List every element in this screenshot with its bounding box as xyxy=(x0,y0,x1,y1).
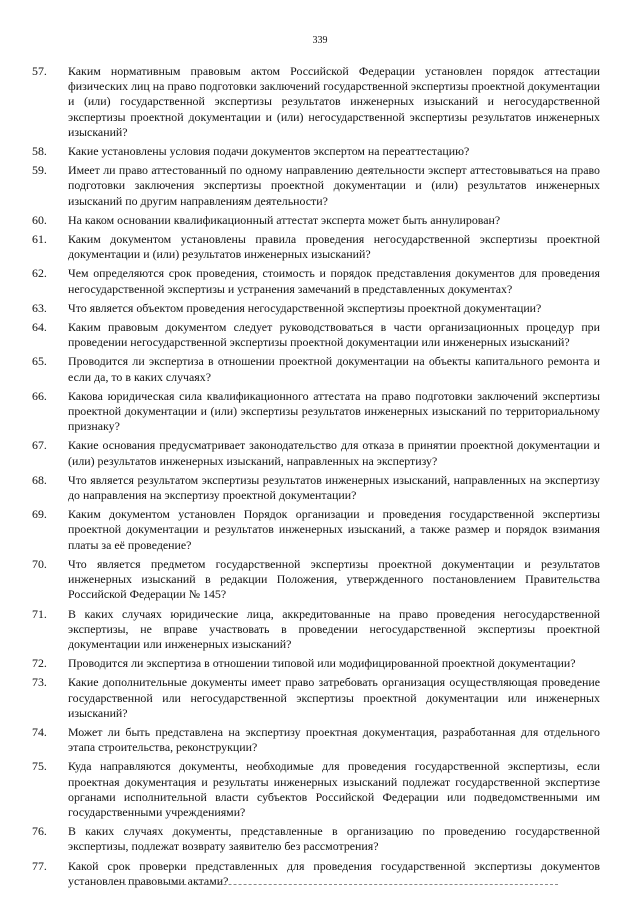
question-number: 65. xyxy=(32,354,47,369)
question-item xyxy=(32,144,600,159)
question-number: 69. xyxy=(32,507,47,522)
question-text: Куда направляются документы, необходимые для проведения государственной экспертизы, если проектная документация и результаты инженерных изысканий подлежат государственной экспертизе органами исполнительной власти субъектов Российской Федерации или подведомственными им государственными учреждениями? xyxy=(68,759,600,819)
question-number: 58. xyxy=(32,144,47,159)
question-text: Каким документом установлен Порядок организации и проведения государственной экспертизы проектной документации и результатов инженерных изысканий, а также размер и порядок взимания платы за её проведение? xyxy=(68,507,600,552)
question-number: 62. xyxy=(32,266,47,281)
question-text: Чем определяются срок проведения, стоимость и порядок представления документов для проведения негосударственной экспертизы и устранения замечаний в представленных документах? xyxy=(68,266,600,296)
question-text: Каким нормативным правовым актом Российской Федерации установлен порядок аттестации физических лиц на право подготовки заключений государственной экспертизы проектной документации и (или) государственной экспертизы результатов инженерных изысканий и негосударственной экспертизы проектной документации и (или) негосударственной экспертизы результатов инженерных изысканий? xyxy=(68,64,600,139)
question-item xyxy=(32,301,600,316)
question-item xyxy=(32,675,600,721)
question-item xyxy=(32,64,600,140)
question-text: Какие основания предусматривает законодательство для отказа в принятии проектной документации и (или) результатов инженерных изысканий, направленных на экспертизу? xyxy=(68,438,600,468)
question-text: Проводится ли экспертиза в отношении проектной документации на объекты капитального ремонта и если да, то в каких случаях? xyxy=(68,354,600,384)
question-item xyxy=(32,473,600,503)
question-item xyxy=(32,824,600,854)
question-item xyxy=(32,656,600,671)
question-number: 75. xyxy=(32,759,47,774)
question-number: 70. xyxy=(32,556,47,571)
question-item xyxy=(32,438,600,468)
question-item xyxy=(32,607,600,653)
question-text: Может ли быть представлена на экспертизу проектная документация, разработанная для отдельного этапа строительства, реконструкции? xyxy=(68,724,600,755)
question-number: 59. xyxy=(32,163,47,178)
question-item xyxy=(32,320,600,350)
question-number: 71. xyxy=(32,606,47,621)
question-item xyxy=(32,213,600,228)
question-text: Каким правовым документом следует руководствоваться в части организационных процедур при проведении негосударственной экспертизы проектной документации или инженерных изысканий? xyxy=(68,320,600,350)
question-number: 74. xyxy=(32,724,47,739)
question-text: Какие дополнительные документы имеет право затребовать организация осуществляющая проведение государственной или негосударственной экспертизы проектной документации или инженерных изысканий? xyxy=(68,675,600,720)
question-text: В каких случаях юридические лица, аккредитованные на право проведения негосударственной экспертизы, не вправе участвовать в проведении негосударственной экспертизы проектной документации или инженерных изысканий? xyxy=(68,606,600,651)
question-number: 66. xyxy=(32,388,47,403)
question-text: Каким документом установлены правила проведения негосударственной экспертизы проектной документации и (или) результатов инженерных изысканий? xyxy=(68,232,600,262)
question-number: 64. xyxy=(32,320,47,335)
question-text: Какова юридическая сила квалификационного аттестата на право подготовки заключений экспертизы проектной документации и (или) экспертизы результатов инженерных изысканий по территориальному признаку? xyxy=(68,388,600,434)
question-text: В каких случаях документы, представленные в организацию по проведению государственной экспертизы, подлежат возврату заявителю без рассмотрения? xyxy=(68,824,600,854)
question-number: 67. xyxy=(32,438,47,453)
question-item xyxy=(32,354,600,384)
question-list xyxy=(32,64,600,893)
question-number: 61. xyxy=(32,232,47,247)
question-text: Проводится ли экспертиза в отношении типовой или модифицированной проектной документации? xyxy=(68,656,576,671)
question-text: Что является результатом экспертизы результатов инженерных изысканий, направленных на экспертизу до направления на экспертизу проектной документации? xyxy=(68,472,600,503)
question-item xyxy=(32,507,600,553)
question-number: 60. xyxy=(32,212,47,227)
question-text: На каком основании квалификационный аттестат эксперта может быть аннулирован? xyxy=(68,212,501,227)
question-number: 73. xyxy=(32,675,47,690)
question-number: 57. xyxy=(32,64,47,78)
question-item xyxy=(32,232,600,262)
page-number: 339 xyxy=(312,35,328,46)
question-item xyxy=(32,759,600,820)
question-number: 63. xyxy=(32,300,47,315)
question-item xyxy=(32,557,600,603)
question-text: Какой срок проверки представленных для проведения государственной экспертизы документов установлен правовыми актами? xyxy=(68,858,600,888)
question-text: Какие установлены условия подачи документов экспертом на переаттестацию? xyxy=(68,144,470,159)
question-item xyxy=(32,389,600,435)
question-text: Имеет ли право аттестованный по одному направлению деятельности эксперт аттестовываться на право подготовки заключения экспертизы проектной документации и (или) результатов инженерных изысканий по другим направлениям деятельности? xyxy=(68,163,600,208)
question-number: 68. xyxy=(32,472,47,487)
question-item xyxy=(32,163,600,209)
question-item xyxy=(32,725,600,755)
question-number: 72. xyxy=(32,656,47,671)
question-text: Что является объектом проведения негосударственной экспертизы проектной документации? xyxy=(68,300,542,315)
bottom-rule xyxy=(118,884,558,885)
question-item xyxy=(32,266,600,296)
question-number: 76. xyxy=(32,824,47,839)
question-number: 77. xyxy=(32,858,47,873)
question-text: Что является предметом государственной экспертизы проектной документации и результатов инженерных изысканий в редакции Положения, утвержденного постановлением Правительства Российской Федерации № 145? xyxy=(68,556,600,602)
